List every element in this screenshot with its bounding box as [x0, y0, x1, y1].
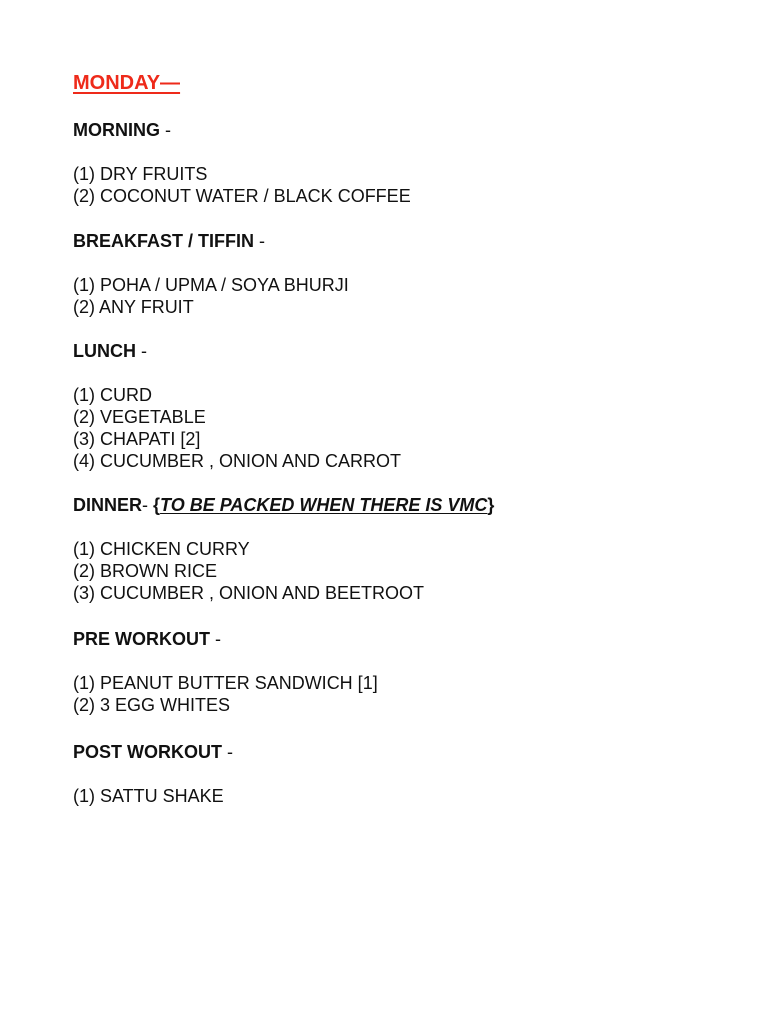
heading-label: LUNCH — [73, 341, 136, 361]
heading-dash: - — [136, 341, 147, 361]
list-item: (2) BROWN RICE — [73, 561, 217, 581]
section-lunch — [73, 340, 753, 472]
heading-label: PRE WORKOUT — [73, 629, 210, 649]
item-list — [73, 785, 753, 807]
section-heading — [73, 230, 753, 252]
section-heading — [73, 494, 753, 516]
list-item: (2) 3 EGG WHITES — [73, 695, 231, 715]
list-item: (2) VEGETABLE — [73, 407, 206, 427]
section-heading — [73, 628, 753, 650]
item-list — [73, 538, 753, 604]
section-dinner — [73, 494, 753, 604]
heading-label: BREAKFAST / TIFFIN — [73, 231, 254, 251]
note-open-brace: { — [153, 495, 161, 515]
item-list — [73, 274, 753, 318]
section-heading — [73, 340, 753, 362]
section-breakfast — [73, 230, 753, 318]
list-item: (4) CUCUMBER , ONION AND CARROT — [73, 451, 402, 471]
heading-label: DINNER — [73, 495, 143, 515]
heading-dash: - — [210, 629, 221, 649]
heading-dash: - — [254, 231, 265, 251]
list-item: (2) COCONUT WATER / BLACK COFFEE — [73, 186, 411, 206]
section-post-workout — [73, 741, 753, 807]
list-item: (1) PEANUT BUTTER SANDWICH [1] — [73, 673, 378, 693]
heading-label: MORNING — [73, 120, 160, 140]
list-item: (1) POHA / UPMA / SOYA BHURJI — [73, 275, 349, 295]
section-morning — [73, 119, 753, 207]
item-list — [73, 163, 753, 207]
item-list — [73, 384, 753, 472]
item-list — [73, 672, 753, 716]
heading-dash: - — [160, 120, 171, 140]
list-item: (1) SATTU SHAKE — [73, 786, 224, 806]
list-item: (3) CUCUMBER , ONION AND BEETROOT — [73, 583, 425, 603]
section-heading — [73, 119, 753, 141]
section-heading — [73, 741, 753, 763]
list-item: (3) CHAPATI [2] — [73, 429, 201, 449]
heading-dash: - — [222, 742, 233, 762]
day-title: MONDAY— — [73, 72, 181, 94]
list-item: (2) ANY FRUIT — [73, 297, 194, 317]
list-item: (1) DRY FRUITS — [73, 164, 208, 184]
dinner-note: TO BE PACKED WHEN THERE IS VMC — [160, 495, 488, 515]
heading-label: POST WORKOUT — [73, 742, 222, 762]
section-pre-workout — [73, 628, 753, 716]
list-item: (1) CURD — [73, 385, 152, 405]
note-close-brace: } — [487, 495, 495, 515]
list-item: (1) CHICKEN CURRY — [73, 539, 250, 559]
heading-dash: - — [142, 495, 154, 515]
